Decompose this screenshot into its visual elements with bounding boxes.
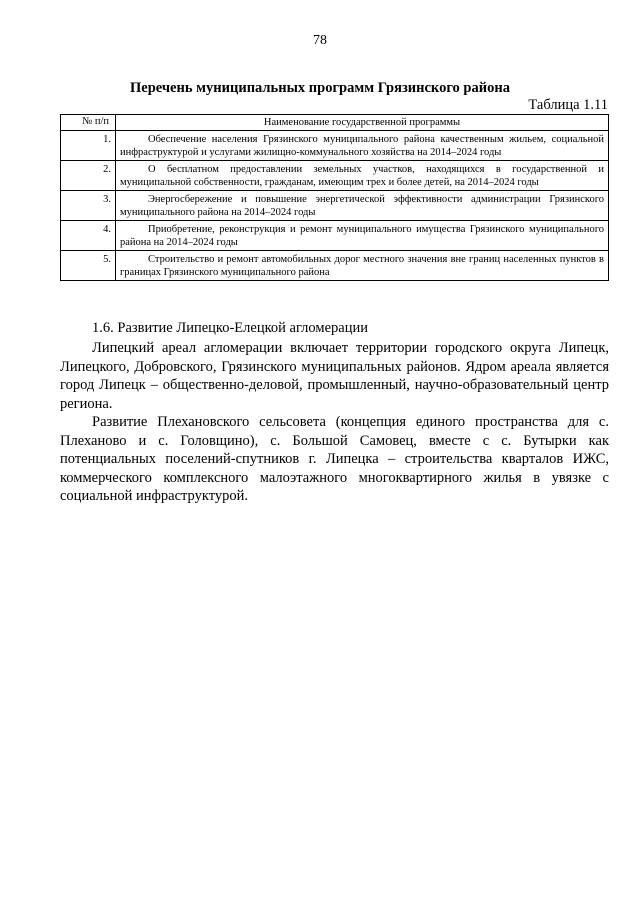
row-program-name: [116, 161, 609, 191]
column-header-name: Наименование государственной программы: [116, 115, 609, 131]
table-row: [61, 191, 609, 221]
row-program-name: [116, 191, 609, 221]
table-title: Перечень муниципальных программ Грязинского района: [130, 80, 510, 96]
row-number: 3.: [61, 191, 116, 221]
programs-table: [60, 114, 609, 281]
row-program-text: Приобретение, реконструкция и ремонт муниципального имущества Грязинского муниципального района на 2014–2024 годы: [120, 224, 604, 248]
row-number: 2.: [61, 161, 116, 191]
row-program-text: Строительство и ремонт автомобильных дорог местного значения вне границ населенных пунктов в границах Грязинского муниципального района: [120, 254, 604, 278]
table-label: Таблица 1.11: [528, 97, 608, 113]
row-program-name: [116, 221, 609, 251]
row-program-name: [116, 131, 609, 161]
row-program-text: Обеспечение населения Грязинского муниципального района качественным жильем, социальной инфраструктурой и услугами жилищно-коммунального хозяйства на 2014–2024 годы: [120, 134, 604, 158]
row-program-name: [116, 251, 609, 281]
paragraph-plekhanovo-development: Развитие Плехановского сельсовета (концепция единого пространства для с. Плеханово и с. Головщино), с. Большой Самовец, вместе с с. Бутырки как потенциальных поселений-спутников г. Липецка – строительства кварталов ИЖС, коммерческого комплексного малоэтажного многоквартирного жилья в увязке с социальной инфраструктурой.: [60, 414, 609, 504]
table-row: [61, 161, 609, 191]
table-header-row: [61, 115, 609, 131]
row-program-text: Энергосбережение и повышение энергетической эффективности администрации Грязинского муниципального района на 2014–2024 годы: [120, 194, 604, 218]
table-row: [61, 251, 609, 281]
row-number: 4.: [61, 221, 116, 251]
section-heading: 1.6. Развитие Липецко-Елецкой агломерации: [92, 320, 368, 336]
column-header-number: № п/п: [61, 115, 116, 131]
row-number: 5.: [61, 251, 116, 281]
row-program-text: О бесплатном предоставлении земельных участков, находящихся в государственной и муниципальной собственности, гражданам, имеющим трех и более детей, на 2014–2024 годы: [120, 164, 604, 188]
page-number: 78: [313, 33, 327, 48]
table-row: [61, 131, 609, 161]
paragraph-lipetsk-area: Липецкий ареал агломерации включает территории городского округа Липецк, Липецкого, Добровского, Грязинского муниципальных районов. Ядром ареала является город Липецк – общественно-деловой, промышленный, научно-образовательный центр региона.: [60, 340, 609, 412]
row-number: 1.: [61, 131, 116, 161]
table-row: [61, 221, 609, 251]
